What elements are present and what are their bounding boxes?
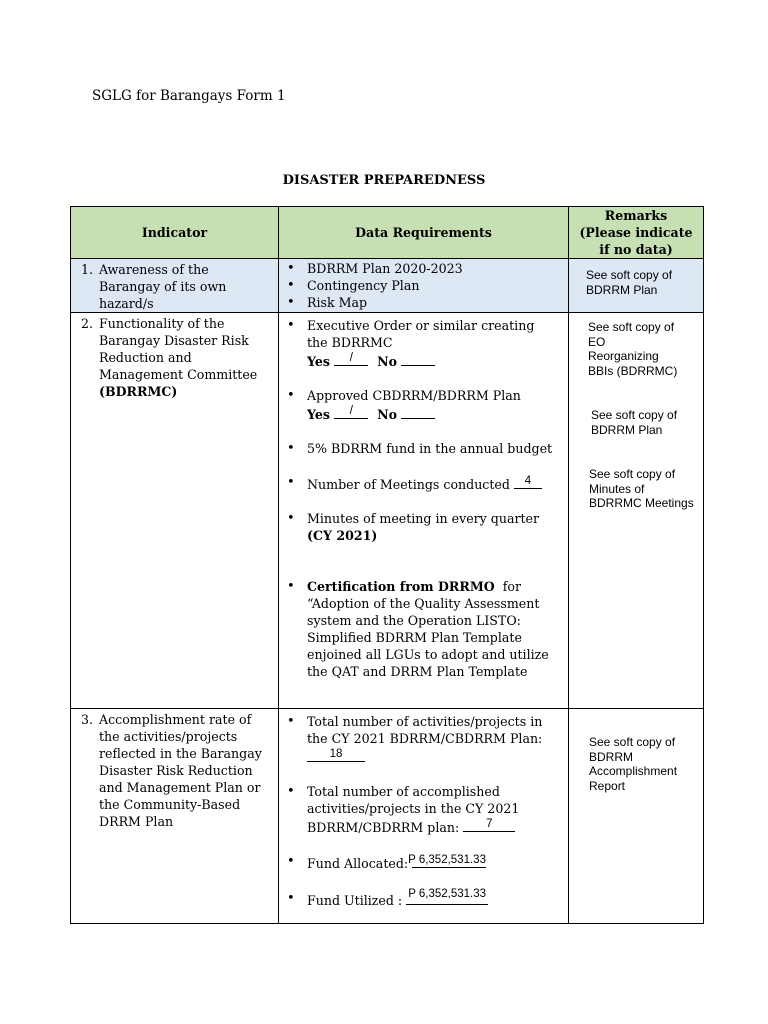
- indicator-cell: [71, 259, 279, 313]
- certification-title: Certification from DRRMO: [307, 579, 495, 594]
- requirement-item: • Risk Map: [279, 294, 568, 311]
- header-data-requirements: Data Requirements: [279, 207, 569, 259]
- requirement-item: [279, 317, 568, 370]
- yes-mark: /: [349, 352, 353, 364]
- requirement-item: [279, 853, 568, 872]
- remark-text: See soft copy of EO Reorganizing BBIs (BDRRMC): [588, 320, 678, 378]
- indicator-number: 2.: [81, 316, 94, 331]
- indicator-line: (BDRRMC): [99, 384, 178, 399]
- no-label: No: [377, 407, 398, 422]
- requirement-text: • Total number of accomplished: [307, 784, 500, 799]
- fund-allocated-value: P 6,352,531.33: [408, 854, 486, 866]
- indicator-line: Functionality of the: [99, 316, 225, 331]
- yes-blank: [334, 404, 368, 419]
- yes-mark: /: [349, 405, 353, 417]
- indicator-line: Barangay Disaster Risk: [99, 333, 249, 348]
- requirement-text: • Approved CBDRRM/BDRRM Plan: [307, 388, 521, 403]
- total-value: 18: [329, 748, 343, 760]
- table-row: [71, 313, 704, 709]
- yes-blank: [334, 351, 368, 366]
- accomplished-value: 7: [486, 818, 493, 830]
- requirement-item: [279, 474, 568, 493]
- page-title: DISASTER PREPAREDNESS: [282, 173, 486, 188]
- indicator-line: Accomplishment rate of: [99, 712, 252, 727]
- header-indicator: Indicator: [71, 207, 279, 259]
- indicator-line: the Community-Based: [99, 797, 241, 812]
- indicator-line: reflected in the Barangay: [99, 746, 262, 761]
- table-header-row: [71, 207, 704, 259]
- fund-utilized-label: Fund Utilized :: [307, 893, 403, 908]
- requirement-text: “Adoption of the Quality Assessment: [307, 596, 540, 611]
- remark-text: See soft copy of Minutes of BDRRMC Meetings: [589, 467, 694, 510]
- yes-label: Yes: [307, 407, 330, 422]
- fund-allocated-label: Fund Allocated:: [307, 856, 409, 871]
- requirement-text: • Minutes of meeting in every quarter: [307, 511, 540, 526]
- requirement-item: • BDRRM Plan 2020-2023: [279, 260, 568, 277]
- header-remarks: [569, 207, 704, 259]
- meetings-blank: [514, 474, 542, 489]
- header-remarks-line3: if no data): [599, 242, 673, 257]
- requirements-cell: [279, 259, 569, 313]
- header-remarks-line1: Remarks: [604, 208, 668, 223]
- remarks-cell: [569, 709, 704, 924]
- requirement-item: [279, 510, 568, 544]
- requirements-cell: [279, 709, 569, 924]
- requirement-text: Simplified BDRRM Plan Template: [307, 630, 522, 645]
- yes-label: Yes: [307, 354, 330, 369]
- no-label: No: [377, 354, 398, 369]
- remark-text: See soft copy of BDRRM Plan: [586, 268, 673, 297]
- requirement-text: • Total number of activities/projects in: [307, 714, 543, 729]
- no-blank: [401, 351, 435, 366]
- accomplished-blank: [463, 817, 515, 832]
- indicator-number: 1.: [81, 262, 94, 277]
- no-blank: [401, 404, 435, 419]
- indicator-line: the activities/projects: [99, 729, 238, 744]
- requirement-text: Number of Meetings conducted: [307, 477, 510, 492]
- table-row: [71, 259, 704, 313]
- remarks-cell: [569, 259, 704, 313]
- remark-text: See soft copy of BDRRM Plan: [591, 408, 678, 437]
- header-remarks-line2: (Please indicate: [579, 225, 693, 240]
- requirement-item: [279, 890, 568, 909]
- indicator-text: Awareness of the Barangay of its own hazard/s: [99, 262, 227, 311]
- yes-no-answer: [307, 404, 564, 423]
- requirement-text: system and the Operation LISTO:: [307, 613, 521, 628]
- requirement-item: [279, 578, 568, 680]
- requirement-item: • Contingency Plan: [279, 277, 568, 294]
- disaster-preparedness-table: [70, 206, 704, 924]
- indicator-cell: [71, 709, 279, 924]
- table-row: [71, 709, 704, 924]
- indicator-line: DRRM Plan: [99, 814, 174, 829]
- indicator-line: and Management Plan or: [99, 780, 261, 795]
- fund-allocated-blank: [408, 853, 486, 868]
- requirements-cell: [279, 313, 569, 709]
- indicator-number: 3.: [81, 712, 94, 727]
- requirement-text: BDRRM/CBDRRM plan:: [307, 820, 460, 835]
- remark-text: See soft copy of BDRRM Accomplishment Report: [589, 735, 678, 793]
- requirement-item: • 5% BDRRM fund in the annual budget: [279, 440, 568, 457]
- yes-no-answer: [307, 351, 564, 370]
- requirement-text: the CY 2021 BDRRM/CBDRRM Plan:: [307, 731, 543, 746]
- indicator-line: Disaster Risk Reduction: [99, 763, 253, 778]
- requirement-item: [279, 713, 568, 766]
- requirement-text: (CY 2021): [307, 528, 378, 543]
- requirement-text: • Executive Order or similar creating: [307, 318, 535, 333]
- requirement-item: [279, 783, 568, 836]
- requirement-text: activities/projects in the CY 2021: [307, 801, 520, 816]
- requirement-item: [279, 387, 568, 423]
- requirement-text: the BDRRMC: [307, 335, 393, 350]
- requirement-text: enjoined all LGUs to adopt and utilize: [307, 647, 549, 662]
- fund-utilized-value: P 6,352,531.33: [408, 888, 487, 900]
- requirement-text: for: [502, 579, 522, 594]
- fund-utilized-blank: [406, 890, 488, 905]
- total-blank: [307, 747, 365, 762]
- requirement-text: the QAT and DRRM Plan Template: [307, 664, 528, 679]
- remarks-cell: [569, 313, 704, 709]
- indicator-cell: [71, 313, 279, 709]
- form-label: SGLG for Barangays Form 1: [92, 88, 286, 104]
- indicator-line: Management Committee: [99, 367, 258, 382]
- meetings-value: 4: [524, 475, 532, 487]
- indicator-line: Reduction and: [99, 350, 192, 365]
